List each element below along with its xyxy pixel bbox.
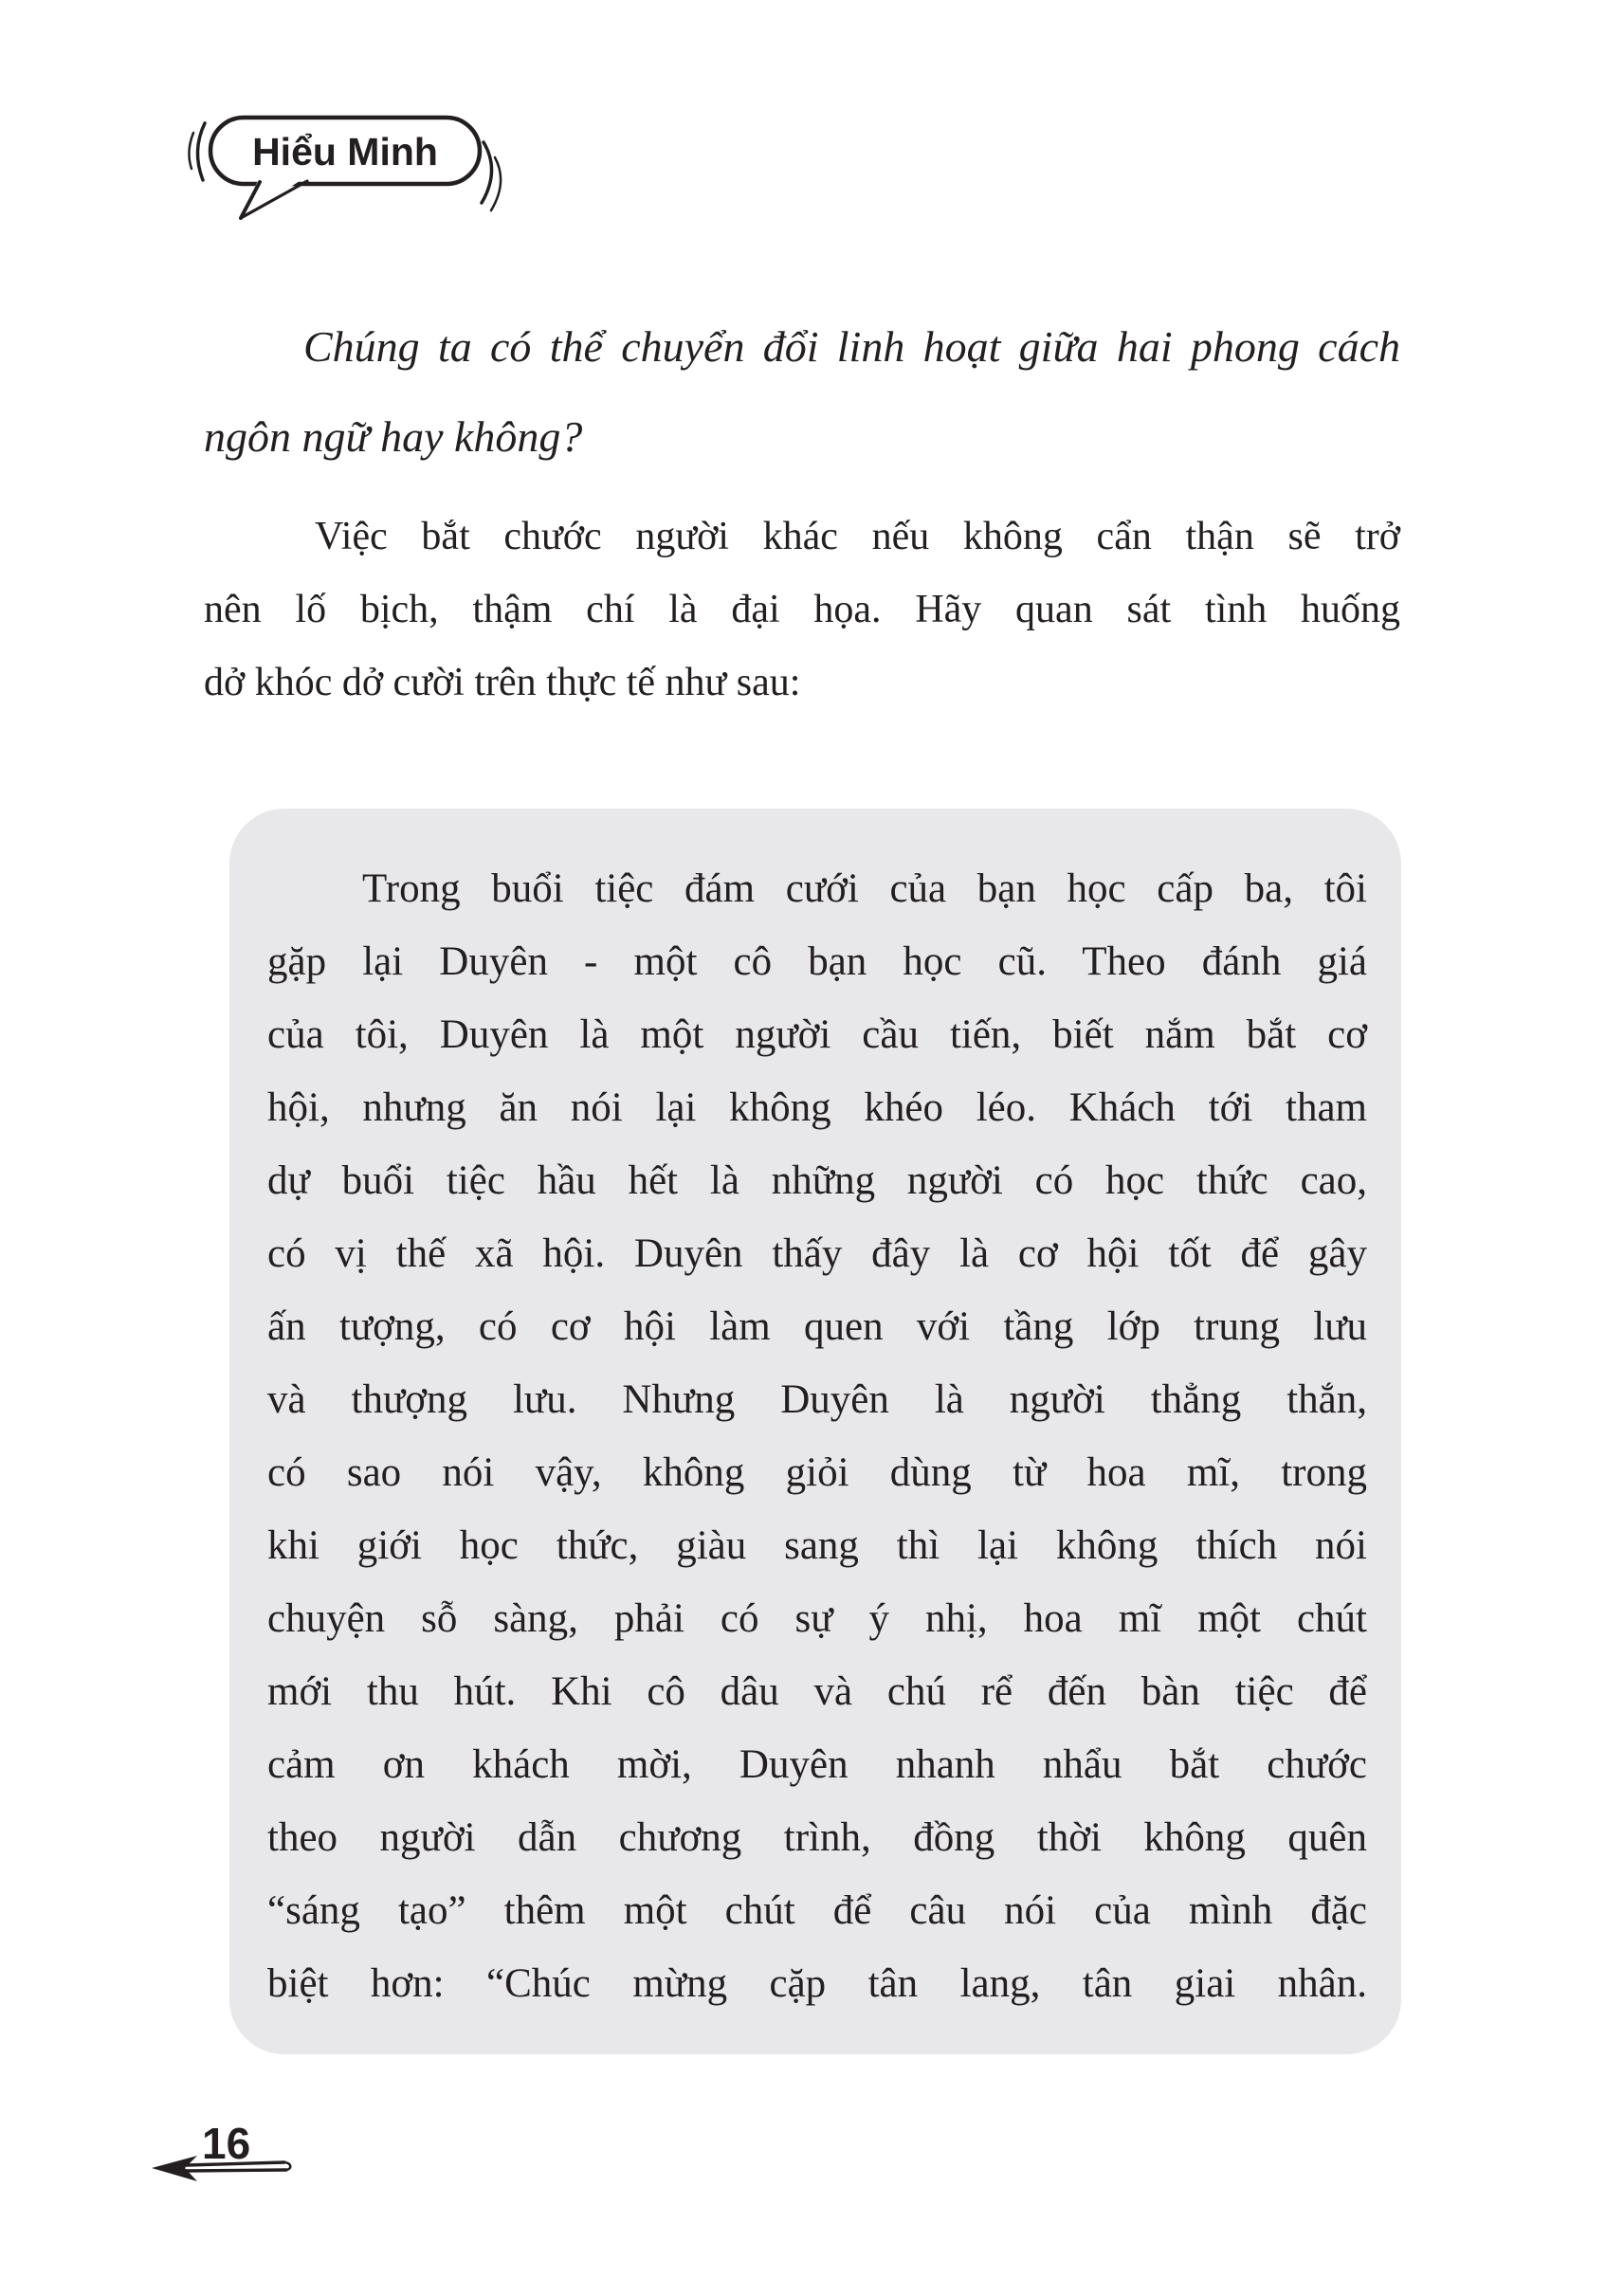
text-line: ấn tượng, có cơ hội làm quen với tầng lớp trung lưu bbox=[267, 1304, 1367, 1349]
page-number: 16 bbox=[202, 2119, 251, 2168]
text-line: có sao nói vậy, không giỏi dùng từ hoa mĩ, trong bbox=[267, 1450, 1367, 1495]
question-paragraph bbox=[204, 301, 1400, 482]
text-line: của tôi, Duyên là một người cầu tiến, biết nắm bắt cơ bbox=[267, 1012, 1367, 1057]
text-line: mới thu hút. Khi cô dâu và chú rể đến bàn tiệc để bbox=[267, 1669, 1367, 1714]
text-line: hội, nhưng ăn nói lại không khéo léo. Khách tới tham bbox=[267, 1085, 1367, 1130]
text-line: khi giới học thức, giàu sang thì lại không thích nói bbox=[267, 1523, 1367, 1568]
text-line: “sáng tạo” thêm một chút để câu nói của mình đặc bbox=[267, 1888, 1367, 1933]
text-line: dở khóc dở cười trên thực tế như sau: bbox=[204, 661, 801, 704]
left-arrow-icon bbox=[142, 2154, 303, 2188]
text-line: Trong buổi tiệc đám cưới của bạn học cấp ba, tôi bbox=[362, 866, 1367, 911]
logo-text: Hiểu Minh bbox=[252, 130, 438, 173]
text-line: có vị thế xã hội. Duyên thấy đây là cơ hội tốt để gây bbox=[267, 1231, 1367, 1276]
text-line: gặp lại Duyên - một cô bạn học cũ. Theo đánh giá bbox=[267, 939, 1367, 984]
text-line: biệt hơn: “Chúc mừng cặp tân lang, tân giai nhân. bbox=[267, 1961, 1367, 2006]
text-line: ngôn ngữ hay không? bbox=[204, 412, 583, 461]
text-line: chuyện sỗ sàng, phải có sự ý nhị, hoa mĩ một chút bbox=[267, 1596, 1367, 1641]
story-box bbox=[229, 809, 1401, 2054]
intro-paragraph bbox=[204, 501, 1400, 720]
text-line: và thượng lưu. Nhưng Duyên là người thẳng thắn, bbox=[267, 1377, 1367, 1422]
text-line: Việc bắt chước người khác nếu không cẩn thận sẽ trở bbox=[315, 515, 1400, 558]
text-line: dự buổi tiệc hầu hết là những người có học thức cao, bbox=[267, 1158, 1367, 1203]
publisher-logo bbox=[180, 104, 507, 246]
text-line: cảm ơn khách mời, Duyên nhanh nhẩu bắt chước bbox=[267, 1742, 1367, 1787]
text-line: Chúng ta có thể chuyển đổi linh hoạt giữa hai phong cách bbox=[303, 322, 1400, 371]
text-line: nên lố bịch, thậm chí là đại họa. Hãy quan sát tình huống bbox=[204, 588, 1400, 631]
text-line: theo người dẫn chương trình, đồng thời không quên bbox=[267, 1815, 1367, 1860]
speech-bubble-icon bbox=[180, 104, 507, 246]
